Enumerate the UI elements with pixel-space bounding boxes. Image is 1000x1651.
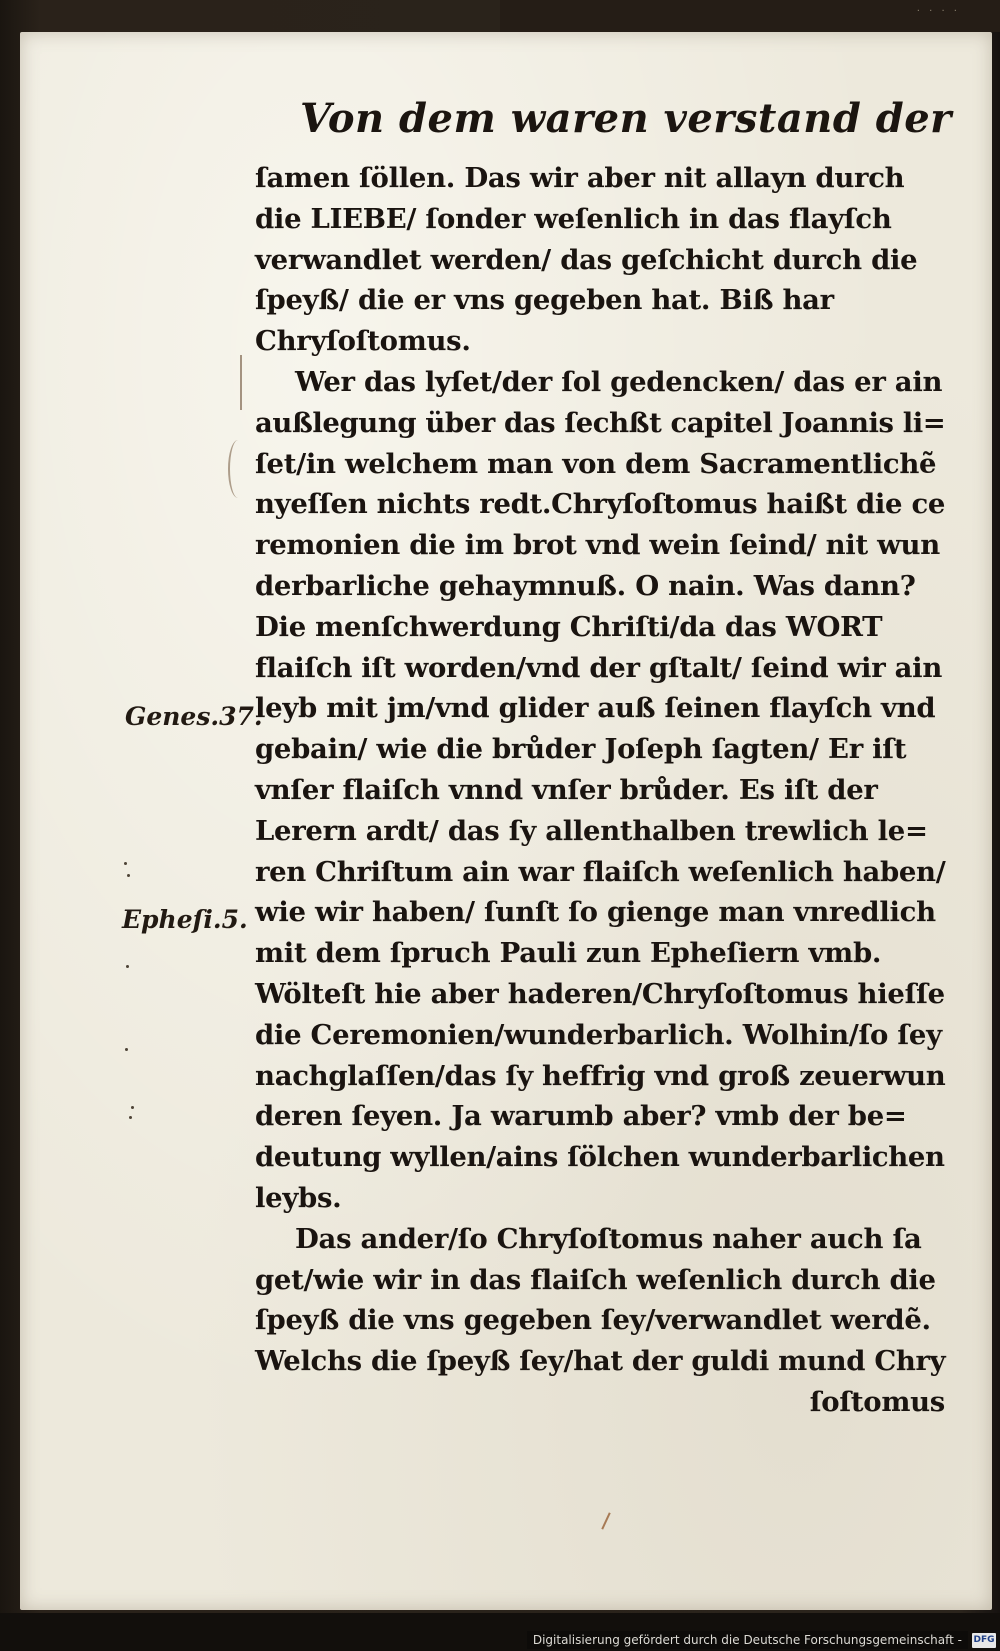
text-line: Das ander/ſo Chryſoſtomus naher auch ſa <box>295 1222 922 1255</box>
text-line: Welchs die ſpeyß ſey/hat der guldi mund Chry <box>255 1345 946 1378</box>
paper-speck <box>126 965 129 968</box>
text-line: gebain/ wie die brůder Joſeph ſagten/ Er iſt <box>255 733 907 766</box>
scan-top-edge <box>500 0 1000 32</box>
text-line: get/wie wir in das flaiſch weſenlich durch die <box>255 1263 936 1296</box>
text-line: verwandlet werden/ das geſchicht durch die <box>255 243 918 276</box>
marginal-note-genesis: Genes.37. <box>125 702 263 731</box>
text-line: nachglaſſen/das ſy heffrig vnd groß zeuerwun <box>255 1059 946 1092</box>
paper-speck <box>131 1106 134 1109</box>
text-line: wie wir haben/ ſunſt ſo gienge man vnredlich <box>255 896 936 929</box>
text-line: derbarliche gehaymnuß. O nain. Was dann? <box>255 569 916 602</box>
text-line: vnſer flaiſch vnnd vnſer brůder. Es iſt der <box>255 773 878 806</box>
text-line: Die menſchwerdung Chriſti/da das WORT <box>255 610 883 643</box>
text-line: Wer das lyſet/der ſol gedencken/ das er ain <box>295 365 943 398</box>
text-line: ſamen ſöllen. Das wir aber nit allayn durch <box>255 162 905 194</box>
text-line: ren Chriſtum ain war flaiſch weſenlich haben/ <box>255 855 946 888</box>
text-line: ſpeyß die vns gegeben ſey/verwandlet werdẽ. <box>255 1304 931 1337</box>
text-line: leyb mit jm/vnd glider auß ſeinen flayſch vnd <box>255 692 936 725</box>
text-line: flaiſch iſt worden/vnd der gſtalt/ ſeind wir ain <box>255 651 943 684</box>
pencil-line-mark <box>240 355 242 410</box>
text-line: ſpeyß/ die er vns gegeben hat. Biß har <box>255 284 834 317</box>
running-head: Von dem waren verstand der <box>300 95 952 142</box>
text-line: die LIEBE/ ſonder weſenlich in das flayſch <box>255 202 892 235</box>
text-line: leybs. <box>255 1181 342 1214</box>
dfg-logo: DFG <box>972 1633 996 1648</box>
text-line: deutung wyllen/ains ſölchen wunderbarlichen <box>255 1141 945 1174</box>
text-line: deren ſeyen. Ja warumb aber? vmb der be= <box>255 1100 907 1133</box>
digitization-credit: Digitalisierung gefördert durch die Deutsche Forschungsgemeinschaft - <box>527 1631 968 1649</box>
edge-marks: · · · · <box>916 6 960 17</box>
paper-speck <box>129 1116 132 1119</box>
text-line: die Ceremonien/wunderbarlich. Wolhin/ſo ſey <box>255 1018 942 1051</box>
marginal-note-ephesians: Epheſi.5. <box>122 905 248 934</box>
text-line: ſet/in welchem man von dem Sacramentlichẽ <box>255 447 937 480</box>
paper-speck <box>125 1048 128 1051</box>
text-line: mit dem ſpruch Pauli zun Epheſiern vmb. <box>255 937 882 970</box>
text-line: nyeſſen nichts redt.Chryſoſtomus haißt die ce <box>255 488 946 521</box>
paper-speck <box>127 874 130 877</box>
text-line: Wölteſt hie aber haderen/Chryſoſtomus hieſſe <box>255 977 945 1010</box>
pencil-bracket-mark <box>228 440 248 498</box>
body-text <box>255 158 945 1423</box>
text-line: Lerern ardt/ das ſy allenthalben trewlich le= <box>255 814 928 847</box>
paper-speck <box>124 862 127 865</box>
text-line: remonien die im brot vnd wein ſeind/ nit wun <box>255 529 940 562</box>
text-line: Chryſoſtomus. <box>255 325 471 358</box>
catchword: ſoſtomus <box>809 1385 945 1418</box>
text-line: außlegung über das ſechßt capitel Joannis li= <box>255 406 946 439</box>
